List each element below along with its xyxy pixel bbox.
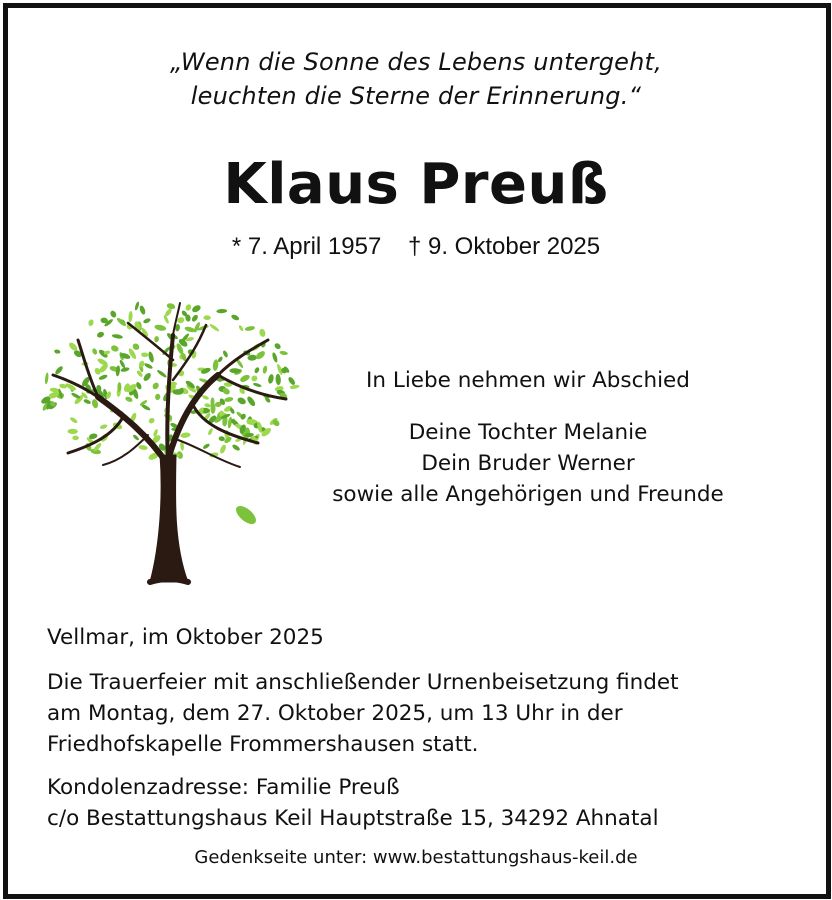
condolence-line-2: c/o Bestattungshaus Keil Hauptstraße 15, 34292 Ahnatal: [47, 806, 659, 831]
ceremony-line-3: Friedhofskapelle Frommershausen statt.: [47, 732, 479, 757]
mourner-daughter: Deine Tochter Melanie: [408, 420, 648, 445]
memorial-page-link[interactable]: Gedenkseite unter: www.bestattungshaus-keil.de: [194, 847, 638, 868]
mourner-relatives: sowie alle Angehörigen und Freunde: [332, 482, 724, 507]
tree-icon: [28, 295, 308, 585]
ceremony-line-1: Die Trauerfeier mit anschließender Urnenbeisetzung findet: [47, 670, 679, 695]
motto-line-2: leuchten die Sterne der Erinnerung.“: [190, 82, 642, 110]
motto-line-1: „Wenn die Sonne des Lebens untergeht,: [170, 48, 662, 76]
mourner-brother: Dein Bruder Werner: [421, 451, 635, 476]
farewell-intro: In Liebe nehmen wir Abschied: [366, 368, 690, 393]
ceremony-line-2: am Montag, dem 27. Oktober 2025, um 13 Uhr in der: [47, 701, 623, 726]
deceased-name: Klaus Preuß: [223, 152, 609, 217]
condolence-line-1: Kondolenzadresse: Familie Preuß: [47, 775, 400, 800]
life-dates: * 7. April 1957 † 9. Oktober 2025: [231, 233, 601, 260]
place-date: Vellmar, im Oktober 2025: [47, 625, 324, 650]
